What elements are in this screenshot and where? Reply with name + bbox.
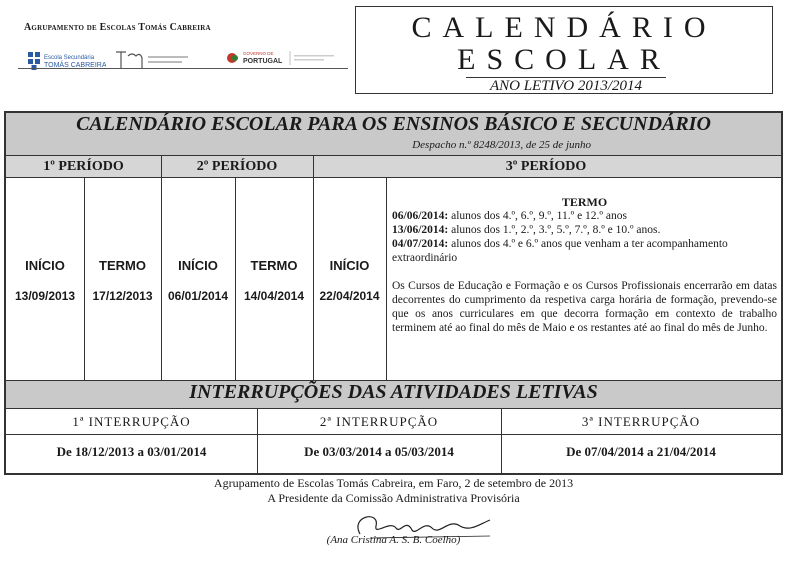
interruptions-title: INTERRUPÇÕES DAS ATIVIDADES LETIVAS (189, 381, 598, 403)
calendar-title-band (6, 113, 781, 155)
title-line1: CALENDÁRIO (411, 11, 717, 44)
period-2-termo-label: TERMO (250, 258, 298, 273)
termo-line-2: 13/06/2014: alunos dos 1.º, 2.º, 3.º, 5.º, 7.º, 8.º e 10.º anos. (392, 224, 661, 236)
period-3-inicio-label: INÍCIO (329, 258, 370, 273)
interruption-1-header: 1ª INTERRUPÇÃO (72, 414, 191, 429)
title-box (355, 6, 773, 94)
logo-school-line2: TOMÁS CABREIRA (44, 62, 106, 69)
header-logos (20, 12, 350, 70)
logo-gov-small: GOVERNO DE (243, 51, 274, 56)
third-termo-title: TERMO (561, 195, 608, 209)
cursos-paragraph: Os Cursos de Educação e Formação e os Cursos Profissionais encerrarão em datas decorrentes do cumprimento da respetiva carga horária de formação, prevendo-se que os anos curriculares em que decorra formação em contexto de trabalho terminem até ao final do mês de Maio e os restantes até ao final do mês de Junho. (392, 280, 777, 334)
period-1-termo-label: TERMO (99, 258, 146, 273)
footer-role: A Presidente da Comissão Administrativa Provisória (267, 491, 520, 505)
interruption-2-header: 2ª INTERRUPÇÃO (319, 414, 439, 429)
termo-line-1: 06/06/2014: alunos dos 4.º, 6.º, 9.º, 11.º e 12.º anos (392, 210, 627, 222)
period-1-header: 1º PERÍODO (43, 159, 124, 174)
period-1-inicio-date: 13/09/2013 (14, 289, 76, 303)
signatory-name: (Ana Cristina A. S. B. Coelho) (326, 534, 461, 546)
interruptions-title-band (6, 381, 781, 408)
title-line2: ESCOLAR (457, 43, 671, 76)
logo-gov: PORTUGAL (243, 58, 283, 65)
logo-school-line1: Escola Secundária (44, 55, 95, 61)
period-2-termo-date: 14/04/2014 (243, 289, 305, 303)
header-divider (18, 68, 348, 69)
interruption-2-range: De 03/03/2014 a 05/03/2014 (304, 444, 454, 459)
termo-line-3: 04/07/2014: alunos dos 4.º e 6.º anos que venham a ter acompanhamento extraordinário (392, 238, 728, 264)
period-3-inicio-date: 22/04/2014 (319, 289, 380, 303)
period-2-header: 2º PERÍODO (196, 159, 278, 174)
footer-place-date: Agrupamento de Escolas Tomás Cabreira, em Faro, 2 de setembro de 2013 (213, 476, 574, 490)
period-2-inicio-date: 06/01/2014 (167, 289, 229, 303)
org-name: Agrupamento de Escolas Tomás Cabreira (24, 22, 211, 33)
third-period-termo (392, 195, 777, 335)
period-2-inicio-label: INÍCIO (178, 258, 218, 273)
interruption-3-range: De 07/04/2014 a 21/04/2014 (566, 444, 716, 459)
period-1-termo-date: 17/12/2013 (92, 289, 153, 303)
period-3-header: 3º PERÍODO (505, 159, 587, 174)
government-logo (226, 48, 342, 68)
calendar-table (4, 111, 783, 475)
despacho: Despacho n.º 8248/2013, de 25 de junho (412, 139, 591, 151)
school-year: ANO LETIVO 2013/2014 (466, 77, 666, 95)
interruption-3-header: 3ª INTERRUPÇÃO (581, 414, 701, 429)
period-1-inicio-label: INÍCIO (25, 258, 65, 273)
calendar-title: CALENDÁRIO ESCOLAR PARA OS ENSINOS BÁSICO E SECUNDÁRIO (76, 113, 711, 135)
interruption-1-range: De 18/12/2013 a 03/01/2014 (56, 444, 207, 459)
